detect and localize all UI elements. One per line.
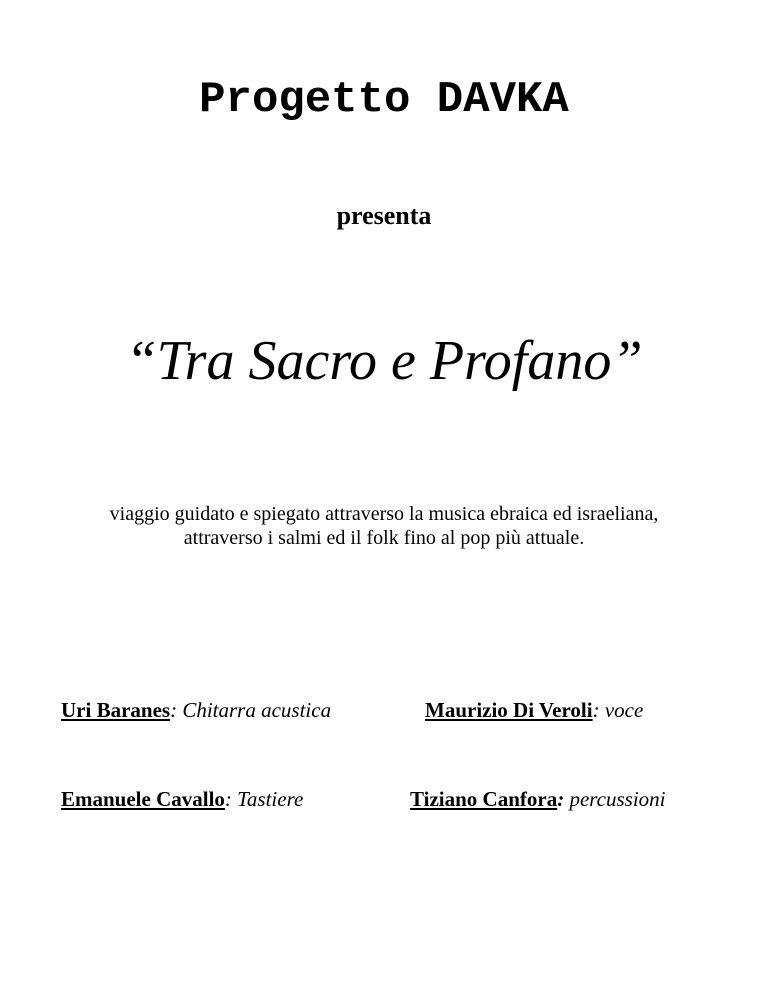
member-name: Uri Baranes	[61, 698, 171, 722]
description-line-2: attraverso i salmi ed il folk fino al pop più attuale.	[183, 527, 585, 549]
member-separator: :	[170, 698, 183, 722]
member-emanuele-cavallo	[61, 786, 303, 812]
member-tiziano-canfora	[410, 786, 666, 812]
member-separator: :	[592, 698, 605, 722]
member-role: Chitarra acustica	[182, 698, 332, 722]
show-description	[0, 502, 768, 550]
member-separator: :	[224, 787, 238, 811]
member-name: Emanuele Cavallo	[61, 787, 225, 811]
member-maurizio-di-veroli	[425, 697, 643, 723]
member-role: percussioni	[569, 787, 666, 811]
member-role: Tastiere	[237, 787, 304, 811]
member-separator: :	[557, 787, 570, 811]
show-title: “Tra Sacro e Profano”	[125, 330, 643, 392]
member-uri-baranes	[61, 697, 331, 723]
member-name: Maurizio Di Veroli	[425, 698, 593, 722]
member-name: Tiziano Canfora	[410, 787, 558, 811]
member-role: voce	[604, 698, 644, 722]
description-line-1: viaggio guidato e spiegato attraverso la musica ebraica ed israeliana,	[109, 503, 659, 525]
presents-label: presenta	[336, 201, 432, 230]
organizer-title: Progetto DAVKA	[199, 75, 569, 125]
